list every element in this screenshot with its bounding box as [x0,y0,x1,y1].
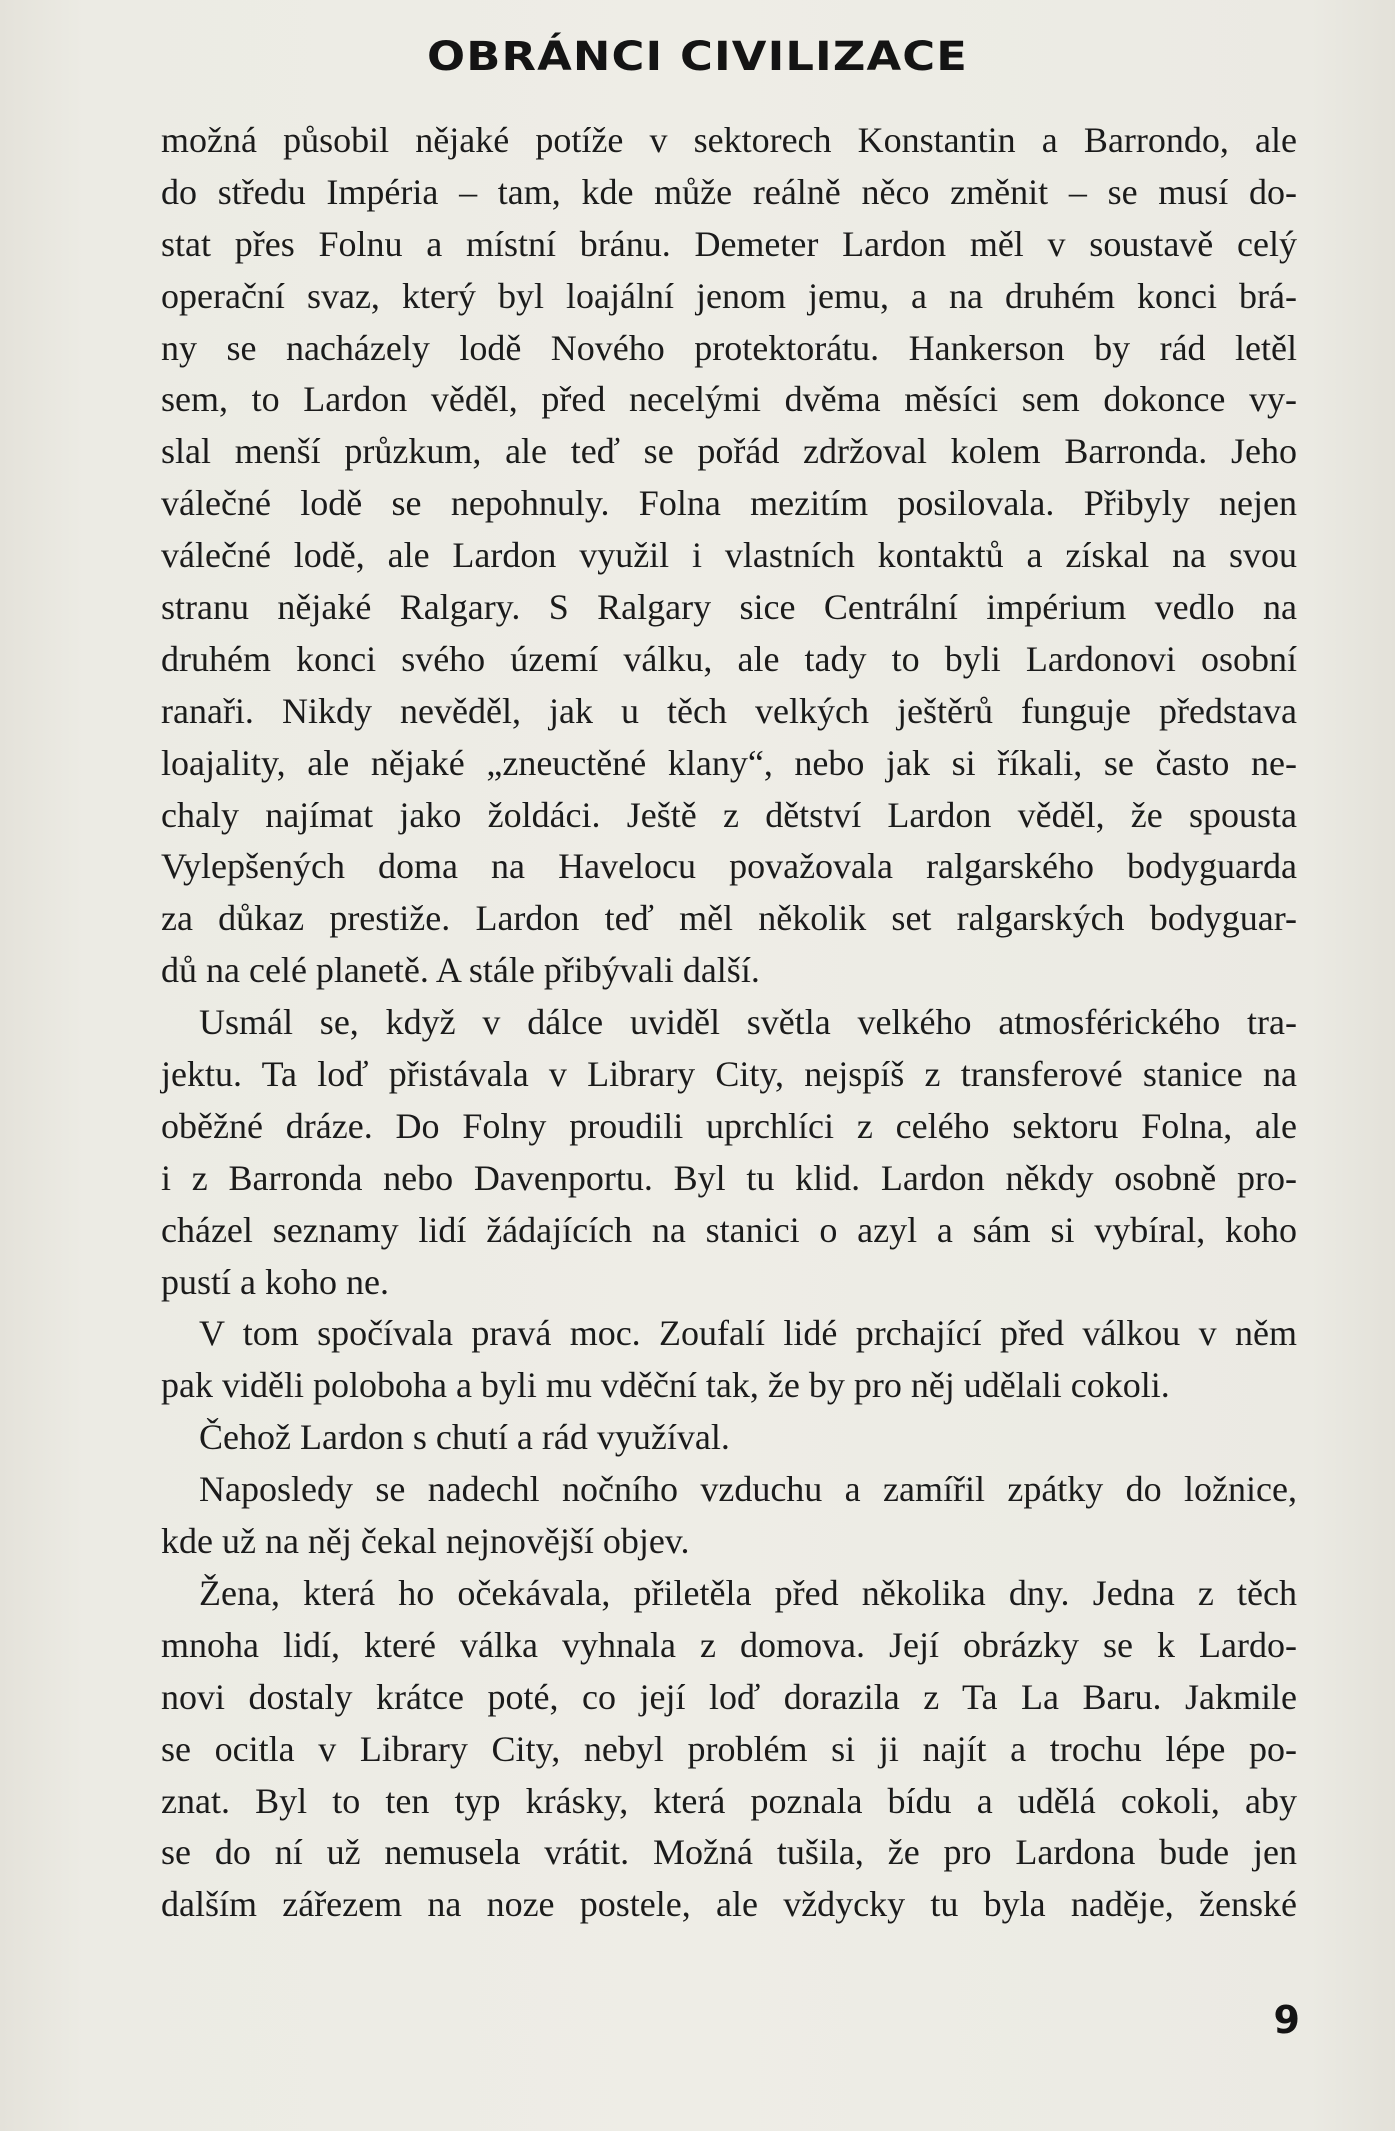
text-line: novi dostaly krátce poté, co její loď dorazila z Ta La Baru. Jakmile [161,1676,1297,1717]
text-line: ny se nacházely lodě Nového protektorátu. Hankerson by rád letěl [161,327,1297,368]
text-line: možná působil nějaké potíže v sektorech Konstantin a Barrondo, ale [161,120,1297,160]
text-line: ranaři. Nikdy nevěděl, jak u těch velkých ještěrů funguje představa [161,690,1297,731]
text-line: V tom spočívala pravá moc. Zoufalí lidé prchající před válkou v něm [199,1313,1297,1354]
text-line: stranu nějaké Ralgary. S Ralgary sice Centrální impérium vedlo na [161,587,1297,628]
text-line: Čehož Lardon s chutí a rád využíval. [199,1417,730,1458]
paragraph [161,1568,1297,1931]
text-line: se ocitla v Library City, nebyl problém si ji najít a trochu lépe po- [161,1728,1297,1769]
paragraph [161,1308,1297,1412]
text-line: loajality, ale nějaké „zneuctěné klany“, nebo jak si říkali, se často ne- [161,742,1297,783]
text-line: válečné lodě se nepohnuly. Folna mezitím posilovala. Přibyly nejen [161,483,1297,524]
paragraph [161,1464,1297,1568]
text-line: dů na celé planetě. A stále přibývali další. [161,950,760,991]
text-line: i z Barronda nebo Davenportu. Byl tu klid. Lardon někdy osobně pro- [161,1157,1297,1198]
text-line: oběžné dráze. Do Folny proudili uprchlíci z celého sektoru Folna, ale [161,1105,1297,1146]
text-line: operační svaz, který byl loajální jenom jemu, a na druhém konci brá- [161,275,1297,316]
paragraph [161,115,1297,997]
text-line: Usmál se, když v dálce uviděl světla velkého atmosférického tra- [199,1002,1297,1043]
text-line: druhém konci svého území válku, ale tady to byli Lardonovi osobní [161,638,1297,679]
text-line: pustí a koho ne. [161,1261,389,1302]
text-line: pak viděli poloboha a byli mu vděční tak, že by pro něj udělali cokoli. [161,1365,1170,1406]
text-line: jektu. Ta loď přistávala v Library City, nejspíš z transferové stanice na [161,1054,1297,1095]
text-line: do středu Impéria – tam, kde může reálně něco změnit – se musí do- [161,171,1297,212]
text-line: dalším zářezem na noze postele, ale vždycky tu byla naděje, ženské [161,1884,1297,1925]
text-line: Žena, která ho očekávala, přiletěla před několika dny. Jedna z těch [199,1572,1297,1613]
text-line: Naposledy se nadechl nočního vzduchu a zamířil zpátky do ložnice, [199,1469,1297,1510]
running-head: OBRÁNCI CIVILIZACE [427,34,968,80]
body-text [161,115,1297,1931]
text-line: Vylepšených doma na Havelocu považovala ralgarského bodyguarda [161,846,1297,887]
text-line: mnoha lidí, které válka vyhnala z domova. Její obrázky se k Lardo- [161,1624,1297,1665]
paragraph [161,1412,1297,1464]
text-line: chaly najímat jako žoldáci. Ještě z dětství Lardon věděl, že spousta [161,794,1297,835]
paragraph [161,997,1297,1308]
text-line: slal menší průzkum, ale teď se pořád zdržoval kolem Barronda. Jeho [161,431,1297,472]
text-line: stat přes Folnu a místní bránu. Demeter Lardon měl v soustavě celý [161,223,1297,264]
page-number: 9 [1273,1998,1300,2042]
text-line: kde už na něj čekal nejnovější objev. [161,1521,690,1562]
text-line: cházel seznamy lidí žádajících na stanici o azyl a sám si vybíral, koho [161,1209,1297,1250]
text-line: se do ní už nemusela vrátit. Možná tušila, že pro Lardona bude jen [161,1832,1297,1873]
text-line: sem, to Lardon věděl, před necelými dvěma měsíci sem dokonce vy- [161,379,1297,420]
text-line: válečné lodě, ale Lardon využil i vlastních kontaktů a získal na svou [161,535,1297,576]
text-line: znat. Byl to ten typ krásky, která poznala bídu a udělá cokoli, aby [161,1780,1297,1821]
text-line: za důkaz prestiže. Lardon teď měl několik set ralgarských bodyguar- [161,898,1297,939]
